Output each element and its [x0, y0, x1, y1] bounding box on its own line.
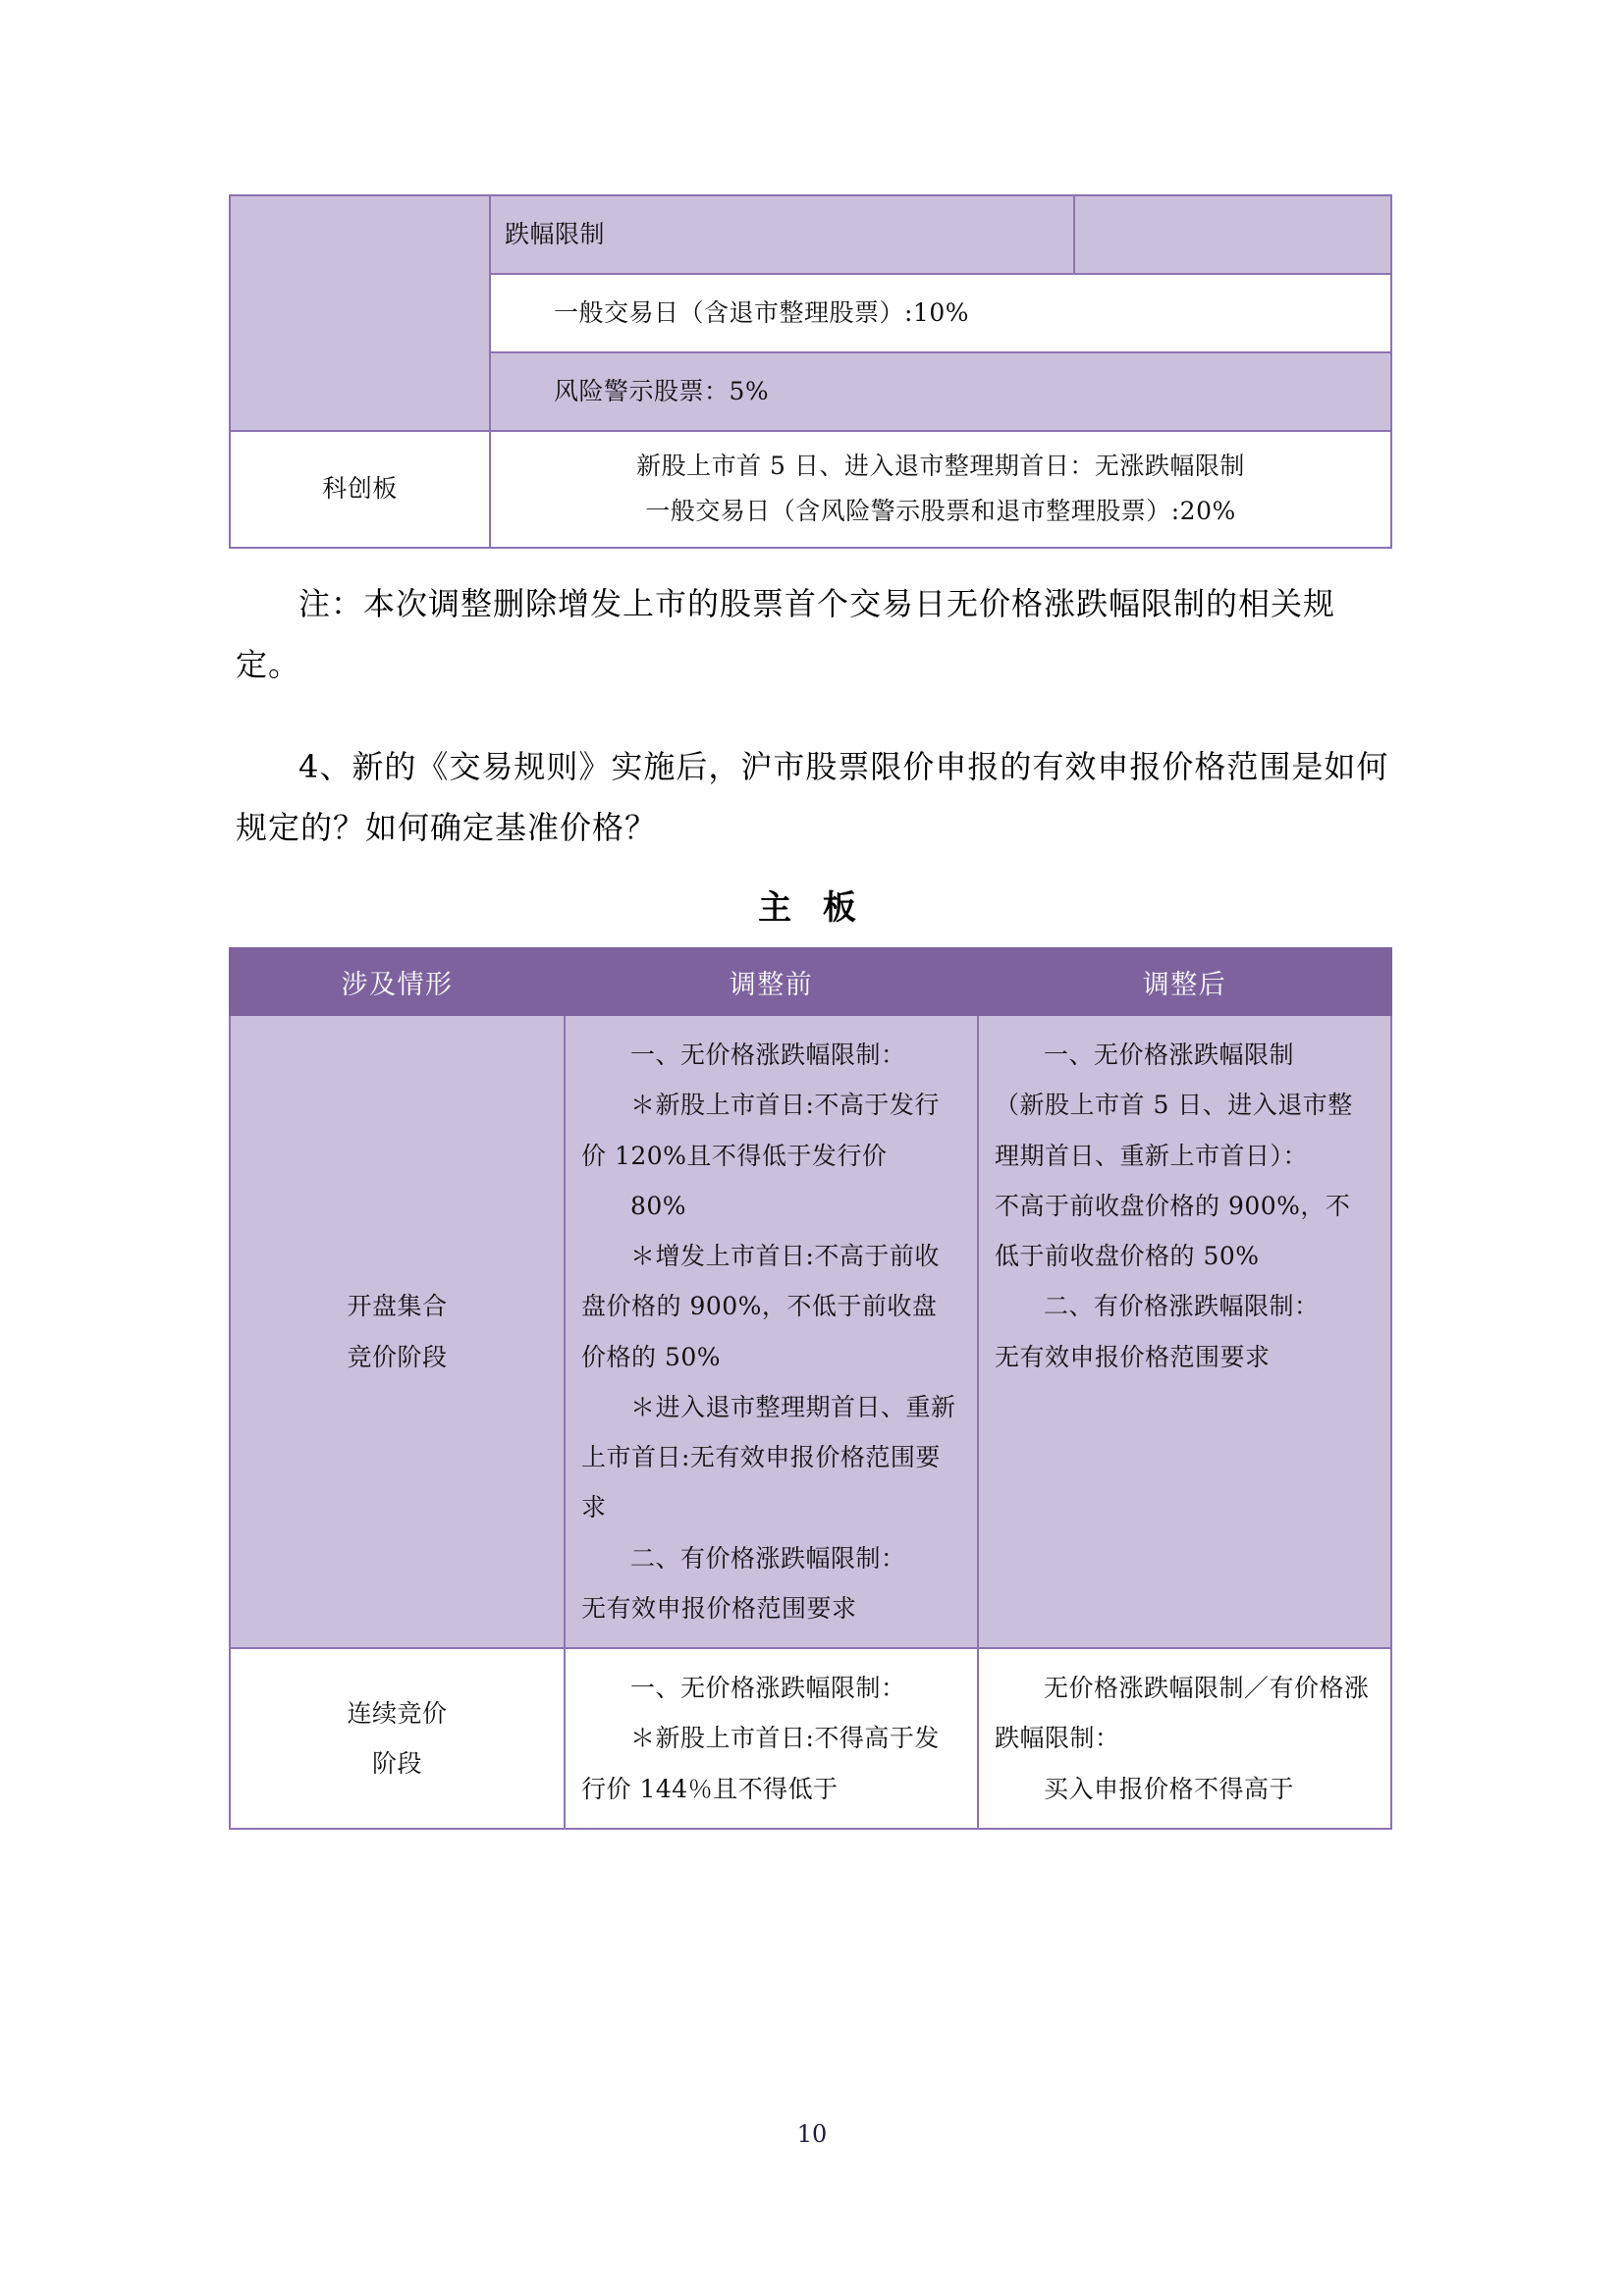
column-header-situation: 涉及情形	[230, 948, 565, 1015]
top-table-star-market-rules	[490, 431, 1391, 548]
star-market-rule-line-1: 新股上市首 5 日、进入退市整理期首日：无涨跌幅限制	[636, 452, 1245, 480]
row1-before-line-7: 无有效申报价格范围要求	[581, 1593, 857, 1623]
star-market-rule-line-2: 一般交易日（含风险警示股票和退市整理股票）:20%	[645, 497, 1236, 526]
row2-before-line-2: ＊新股上市首日:不得高于发行价 144％且不得低于	[581, 1724, 940, 1803]
main-board-table	[229, 947, 1392, 1830]
row2-after-cell	[978, 1648, 1391, 1829]
question-paragraph: 4、新的《交易规则》实施后，沪市股票限价申报的有效申报价格范围是如何规定的？如何确定基准价格？	[236, 748, 1389, 847]
table-header-row	[230, 948, 1391, 1015]
row-label-line-2: 阶段	[371, 1748, 422, 1778]
top-table-empty-cell	[1074, 195, 1391, 274]
column-header-before: 调整前	[565, 948, 978, 1015]
table-row	[230, 1648, 1391, 1829]
row-label-line-1: 开盘集合	[347, 1292, 448, 1321]
row2-after-line-1: 无价格涨跌幅限制／有价格涨跌幅限制：	[995, 1674, 1370, 1753]
row-label-opening-call-auction	[230, 1015, 565, 1648]
row2-after-line-2: 买入申报价格不得高于	[1044, 1774, 1295, 1803]
top-table-general-trading-day: 一般交易日（含退市整理股票）:10%	[490, 274, 1391, 352]
row1-after-cell	[978, 1015, 1391, 1648]
row-label-line-1: 连续竞价	[347, 1698, 448, 1728]
row1-after-line-1: 一、无价格涨跌幅限制	[1044, 1041, 1295, 1069]
top-table-star-market-label: 科创板	[230, 431, 490, 548]
row1-before-line-1: 一、无价格涨跌幅限制：	[630, 1041, 906, 1069]
table-row	[230, 431, 1391, 548]
table-row	[230, 195, 1391, 274]
row1-before-cell	[565, 1015, 978, 1648]
top-table-decline-limit-label: 跌幅限制	[490, 195, 1074, 274]
top-table-market-cell	[230, 195, 490, 431]
row2-before-cell	[565, 1648, 978, 1829]
row1-after-line-5: 无有效申报价格范围要求	[995, 1342, 1271, 1371]
column-header-after: 调整后	[978, 948, 1391, 1015]
row-label-line-2: 竞价阶段	[347, 1342, 448, 1371]
row1-before-line-4: ＊增发上市首日:不高于前收盘价格的 900%，不低于前收盘价格的 50%	[581, 1242, 940, 1371]
table-row	[230, 1015, 1391, 1648]
top-continued-table	[229, 194, 1392, 549]
row1-before-line-6: 二、有价格涨跌幅限制：	[630, 1543, 906, 1573]
row2-before-line-1: 一、无价格涨跌幅限制：	[630, 1674, 906, 1702]
section-heading: 主 板	[758, 888, 866, 928]
top-table-risk-warning-stock: 风险警示股票：5%	[490, 352, 1391, 431]
row1-before-line-3: 80%	[630, 1191, 687, 1220]
row-label-continuous-auction	[230, 1648, 565, 1829]
row1-after-line-2: （新股上市首 5 日、进入退市整理期首日、重新上市首日）：	[995, 1091, 1353, 1170]
row1-before-line-2: ＊新股上市首日:不高于发行价 120%且不得低于发行价	[581, 1091, 940, 1170]
row1-after-line-3: 不高于前收盘价格的 900%，不低于前收盘价格的 50%	[995, 1191, 1351, 1270]
row1-after-line-4: 二、有价格涨跌幅限制：	[1044, 1292, 1320, 1321]
page-number: 10	[796, 2120, 828, 2148]
note-paragraph: 注：本次调整删除增发上市的股票首个交易日无价格涨跌幅限制的相关规定。	[236, 585, 1336, 684]
row1-before-line-5: ＊进入退市整理期首日、重新上市首日:无有效申报价格范围要求	[581, 1392, 956, 1522]
